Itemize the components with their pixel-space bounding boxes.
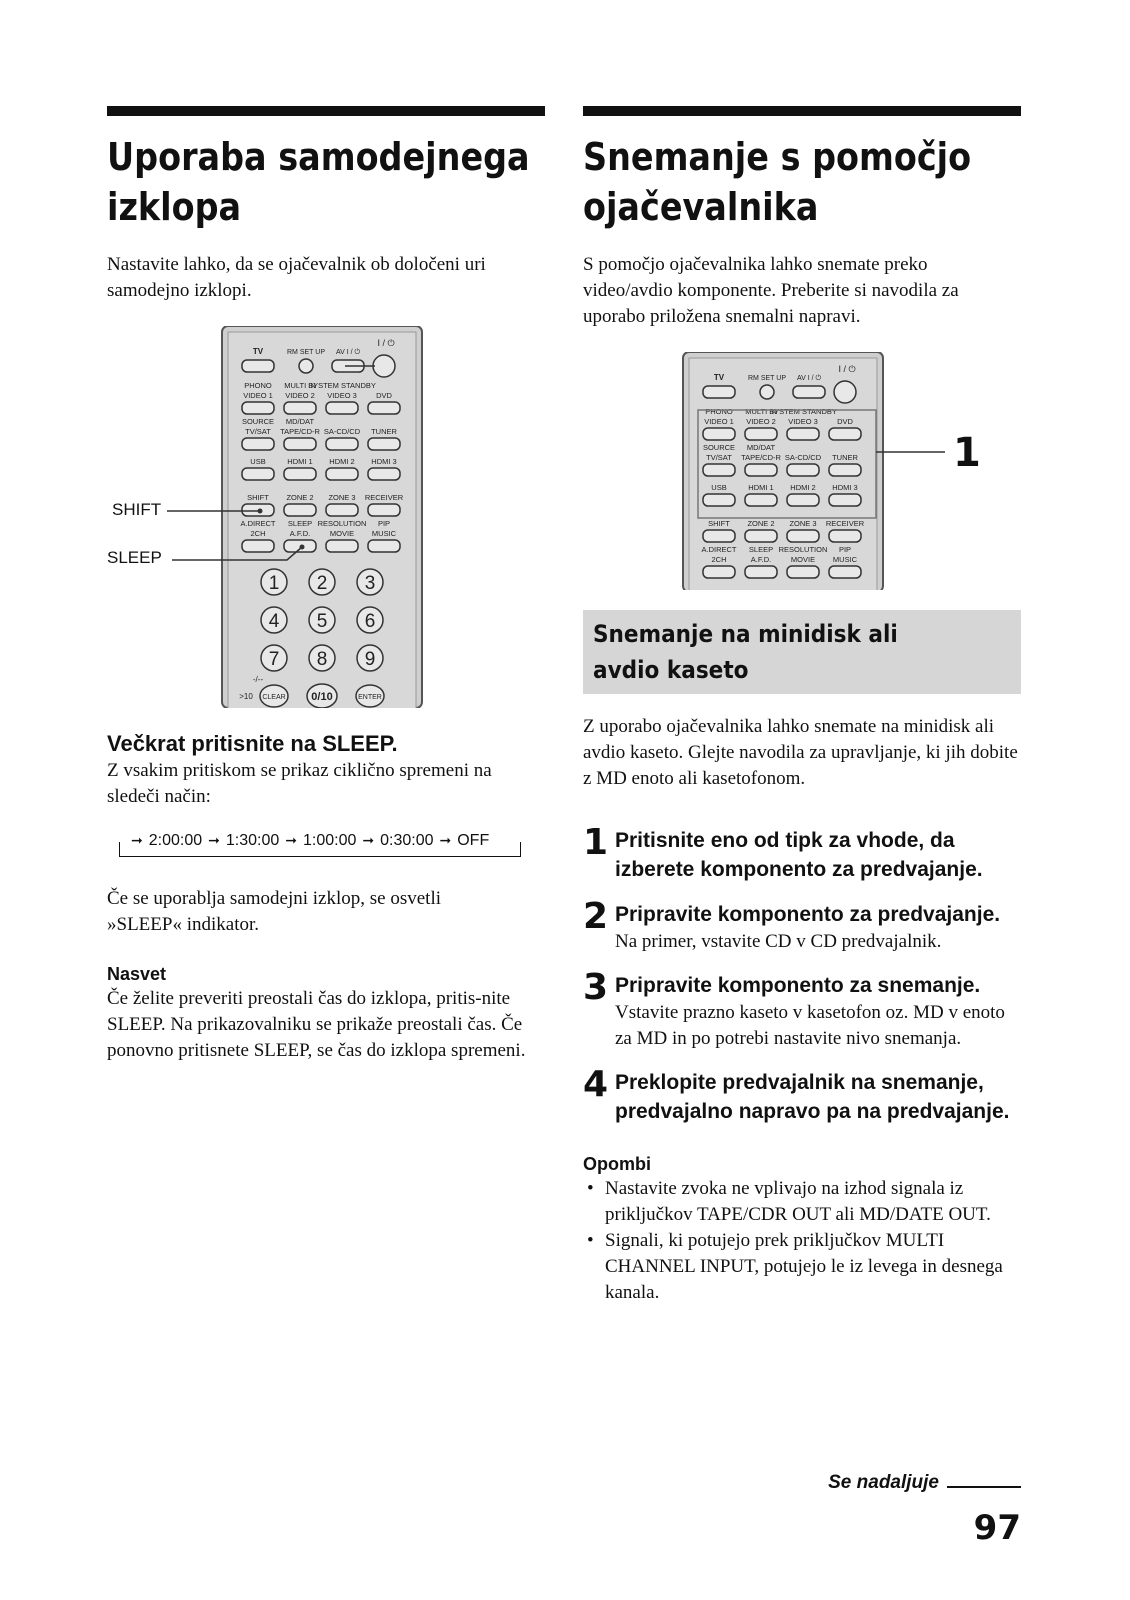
remote-label: VIDEO 3 — [788, 417, 818, 426]
step-title: Pripravite komponento za snemanje. — [615, 974, 981, 997]
remote-button — [299, 359, 313, 373]
remote-label: MULTI IN — [284, 381, 316, 390]
remote-label: RECEIVER — [825, 519, 865, 528]
remote-label: MOVIE — [329, 529, 355, 538]
remote-label: A.F.D. — [750, 555, 772, 564]
right-title-line1: Snemanje s pomočjo — [583, 135, 972, 179]
sleep-cycle-diagram — [119, 832, 539, 868]
remote-label: HDMI 3 — [832, 483, 858, 492]
remote-label: SYSTEM STANDBY — [308, 381, 376, 390]
remote-button — [326, 540, 358, 552]
callout-sleep-label: SLEEP — [107, 548, 162, 567]
remote-button — [703, 464, 735, 476]
left-column — [107, 106, 545, 1064]
remote-label: VIDEO 1 — [243, 391, 273, 400]
remote-digit-label: 4 — [268, 611, 280, 632]
remote-button — [368, 402, 400, 414]
remote-label: TV/SAT — [706, 453, 732, 462]
remote-label: DVD — [376, 391, 392, 400]
remote-label: PHONO — [244, 381, 272, 390]
remote-button — [829, 428, 861, 440]
step-number: 2 — [583, 896, 609, 937]
remote-label: PIP — [377, 519, 391, 528]
tip-text: Če želite preveriti preostali čas do izklopa, pritis-nite SLEEP. Na prikazovalniku se prikaže preostali čas. Če ponovno pritisnete SLEEP, se čas do izklopa spremeni. — [107, 988, 526, 1061]
remote-button — [703, 530, 735, 542]
remote-label: SYSTEM STANDBY — [769, 407, 837, 416]
remote-label: CLEAR — [262, 694, 286, 701]
remote-label: SHIFT — [247, 493, 269, 502]
remote-button — [326, 468, 358, 480]
remote-label: ENTER — [358, 694, 382, 701]
remote-label: MULTI IN — [745, 407, 777, 416]
remote-label: PIP — [838, 545, 852, 554]
remote-button — [787, 464, 819, 476]
remote-button — [368, 504, 400, 516]
remote-label: ZONE 2 — [286, 493, 314, 502]
remote-label: TAPE/CD-R — [741, 453, 781, 462]
notes-title: Opombi — [583, 1154, 651, 1174]
remote-label: ZONE 3 — [328, 493, 356, 502]
step-item — [583, 896, 1021, 955]
remote-button — [368, 468, 400, 480]
remote-button — [829, 530, 861, 542]
remote-button — [745, 428, 777, 440]
remote-button — [242, 402, 274, 414]
cycle-arrow: ➞ — [131, 832, 143, 848]
right-title-line2: ojačevalnika — [583, 185, 819, 229]
remote-button — [284, 504, 316, 516]
remote-button — [745, 464, 777, 476]
section-rule-left — [107, 106, 545, 116]
remote-button — [703, 494, 735, 506]
callout-step-1: 1 — [953, 430, 981, 476]
cycle-item: OFF — [457, 832, 490, 849]
callout-sleep-dot — [300, 545, 305, 550]
step-title: Preklopite predvajalnik na snemanje, predvajalno napravo pa na predvajanje. — [615, 1071, 1010, 1123]
remote-label: TAPE/CD-R — [280, 427, 320, 436]
remote-label: -/-- — [252, 675, 264, 684]
remote-digit-label: 3 — [364, 573, 376, 594]
remote-button — [834, 381, 856, 403]
subsection-title: Snemanje na minidisk ali avdio kaseto — [593, 620, 898, 684]
remote-button — [242, 360, 274, 372]
remote-label: SA-CD/CD — [323, 427, 361, 436]
remote-button — [787, 566, 819, 578]
callout-shift-label: SHIFT — [112, 500, 162, 519]
remote-label: A.F.D. — [289, 529, 311, 538]
continued-text: Se nadaljuje — [828, 1472, 939, 1493]
left-step-title: Večkrat pritisnite na SLEEP. — [107, 731, 398, 756]
remote-label: TUNER — [371, 427, 397, 436]
left-title-line1: Uporaba samodejnega — [107, 135, 530, 179]
step-title: Pripravite komponento za predvajanje. — [615, 903, 1001, 926]
remote-digit-label: 7 — [268, 649, 280, 670]
remote-label: SHIFT — [708, 519, 730, 528]
step-item — [583, 822, 1021, 884]
remote-button — [787, 494, 819, 506]
remote-label: VIDEO 2 — [746, 417, 776, 426]
remote-button — [793, 386, 825, 398]
remote-label: MOVIE — [790, 555, 816, 564]
remote-digit-label: 1 — [268, 573, 280, 594]
tip-title: Nasvet — [107, 964, 167, 984]
remote-illustration — [107, 326, 545, 708]
subsection-header — [583, 610, 1021, 694]
remote-label: A.DIRECT — [701, 545, 737, 554]
remote-button — [242, 540, 274, 552]
step-number: 3 — [583, 967, 609, 1008]
remote-label: HDMI 2 — [329, 457, 355, 466]
remote-label: ZONE 3 — [789, 519, 817, 528]
remote-button — [284, 468, 316, 480]
continued-line — [947, 1486, 1021, 1488]
remote-label: PHONO — [705, 407, 733, 416]
subsection-intro: Z uporabo ojačevalnika lahko snemate na minidisk ali avdio kaseto. Glejte navodila za upravljanje, ki jih dobite z MD enoto ali kasetofonom. — [583, 716, 1018, 789]
remote-label: HDMI 2 — [790, 483, 816, 492]
remote-label: AV I / ⏻ — [796, 375, 822, 382]
remote-label: 2CH — [250, 529, 266, 538]
remote-button — [703, 386, 735, 398]
cycle-item: 2:00:00 — [148, 832, 203, 849]
remote-button — [326, 504, 358, 516]
cycle-item: 1:00:00 — [302, 832, 357, 849]
remote-label: RESOLUTION — [778, 545, 828, 554]
remote-label: RESOLUTION — [317, 519, 367, 528]
remote-button — [368, 438, 400, 450]
remote-label: TV — [713, 373, 725, 382]
remote-label: SA-CD/CD — [784, 453, 822, 462]
cycle-item: 1:30:00 — [225, 832, 280, 849]
remote-label: USB — [711, 483, 727, 492]
remote-digit-label: 2 — [316, 573, 328, 594]
remote-digit-label: 8 — [316, 649, 328, 670]
remote-figure-right — [583, 352, 1021, 590]
cycle-item: 0:30:00 — [380, 832, 434, 849]
remote-label: AV I / ⏻ — [335, 349, 361, 356]
cycle-arrow: ➞ — [362, 832, 375, 848]
remote-label: TUNER — [832, 453, 858, 462]
step-title: Pritisnite eno od tipk za vhode, da izberete komponento za predvajanje. — [615, 829, 983, 881]
remote-label: DVD — [837, 417, 853, 426]
remote-digit-label: 5 — [316, 611, 328, 632]
remote-label: I / ⏻ — [838, 364, 856, 374]
note-item: • Nastavite zvoka ne vplivajo na izhod signala iz priključkov TAPE/CDR OUT ali MD/DATE OUT. — [583, 1176, 1021, 1228]
remote-button — [829, 566, 861, 578]
remote-button — [284, 402, 316, 414]
remote-label: RM SET UP — [748, 375, 786, 382]
remote-button — [787, 530, 819, 542]
steps-list — [583, 822, 1021, 1126]
remote-label: 0/10 — [311, 691, 333, 703]
remote-label: SOURCE — [241, 417, 275, 426]
step-item — [583, 967, 1021, 1052]
right-intro: S pomočjo ojačevalnika lahko snemate preko video/avdio komponente. Preberite si navodila za uporabo priložena snemalni napravi. — [583, 254, 959, 327]
remote-digit-label: 9 — [364, 649, 376, 670]
remote-label: SLEEP — [287, 519, 313, 528]
remote-label: MUSIC — [371, 529, 397, 538]
remote-button — [745, 494, 777, 506]
remote-button — [829, 464, 861, 476]
cycle-arrow: ➞ — [439, 832, 452, 848]
remote-label: A.DIRECT — [240, 519, 276, 528]
remote-button — [760, 385, 774, 399]
remote-label: I / ⏻ — [377, 338, 395, 348]
sleep-indicator-text: Če se uporablja samodejni izklop, se osvetli »SLEEP« indikator. — [107, 888, 442, 935]
cycle-arrow: ➞ — [208, 832, 220, 848]
section-rule-right — [583, 106, 1021, 116]
remote-button — [787, 428, 819, 440]
callout-shift-dot — [258, 509, 263, 514]
left-intro: Nastavite lahko, da se ojačevalnik ob določeni uri samodejno izklopi. — [107, 254, 486, 301]
remote-label: TV/SAT — [245, 427, 271, 436]
cycle-items — [125, 832, 495, 850]
step-number: 1 — [583, 822, 609, 863]
remote-label: SLEEP — [748, 545, 774, 554]
remote-figure-left — [107, 326, 545, 708]
remote-label: 2CH — [711, 555, 727, 564]
remote-button — [284, 438, 316, 450]
remote-button — [373, 355, 395, 377]
right-column — [583, 106, 1021, 1306]
remote-digit-label: 6 — [364, 611, 376, 632]
remote-label: VIDEO 1 — [704, 417, 734, 426]
remote-button — [745, 530, 777, 542]
remote-label: RECEIVER — [364, 493, 404, 502]
remote-button — [745, 566, 777, 578]
left-title-line2: izklopa — [107, 185, 242, 229]
left-step-text: Z vsakim pritiskom se prikaz ciklično spremeni na sledeči način: — [107, 760, 492, 807]
step-text: Vstavite prazno kaseto v kasetofon oz. MD v enoto za MD in po potrebi nastavite nivo snemanja. — [615, 1002, 1005, 1049]
remote-label: ZONE 2 — [747, 519, 775, 528]
remote-label: MD/DAT — [746, 443, 776, 452]
remote-button — [829, 494, 861, 506]
remote-button — [326, 438, 358, 450]
notes-list — [583, 1176, 1021, 1306]
remote-label: >10 — [239, 692, 253, 701]
remote-label: HDMI 1 — [287, 457, 313, 466]
remote-label: HDMI 1 — [748, 483, 774, 492]
continued-indicator — [828, 1472, 1021, 1494]
step-item — [583, 1064, 1021, 1126]
remote-button — [326, 402, 358, 414]
step-text: Na primer, vstavite CD v CD predvajalnik. — [615, 931, 942, 952]
remote-label: MD/DAT — [285, 417, 315, 426]
remote-label: USB — [250, 457, 266, 466]
remote-label: RM SET UP — [287, 349, 325, 356]
cycle-arrow: ➞ — [285, 832, 297, 848]
remote-button — [242, 468, 274, 480]
remote-label: VIDEO 3 — [327, 391, 357, 400]
right-title — [583, 132, 972, 232]
note-item: • Signali, ki potujejo prek priključkov MULTI CHANNEL INPUT, potujejo le iz levega in desnega kanala. — [583, 1228, 1021, 1306]
remote-label: TV — [252, 347, 264, 356]
remote-button — [703, 566, 735, 578]
page-number: 97 — [973, 1508, 1021, 1548]
remote-label: SOURCE — [702, 443, 736, 452]
remote-button — [368, 540, 400, 552]
remote-label: MUSIC — [832, 555, 858, 564]
remote-label: VIDEO 2 — [285, 391, 315, 400]
left-title — [107, 132, 530, 232]
remote-button — [242, 438, 274, 450]
remote-button — [703, 428, 735, 440]
remote-label: HDMI 3 — [371, 457, 397, 466]
step-number: 4 — [583, 1064, 609, 1105]
